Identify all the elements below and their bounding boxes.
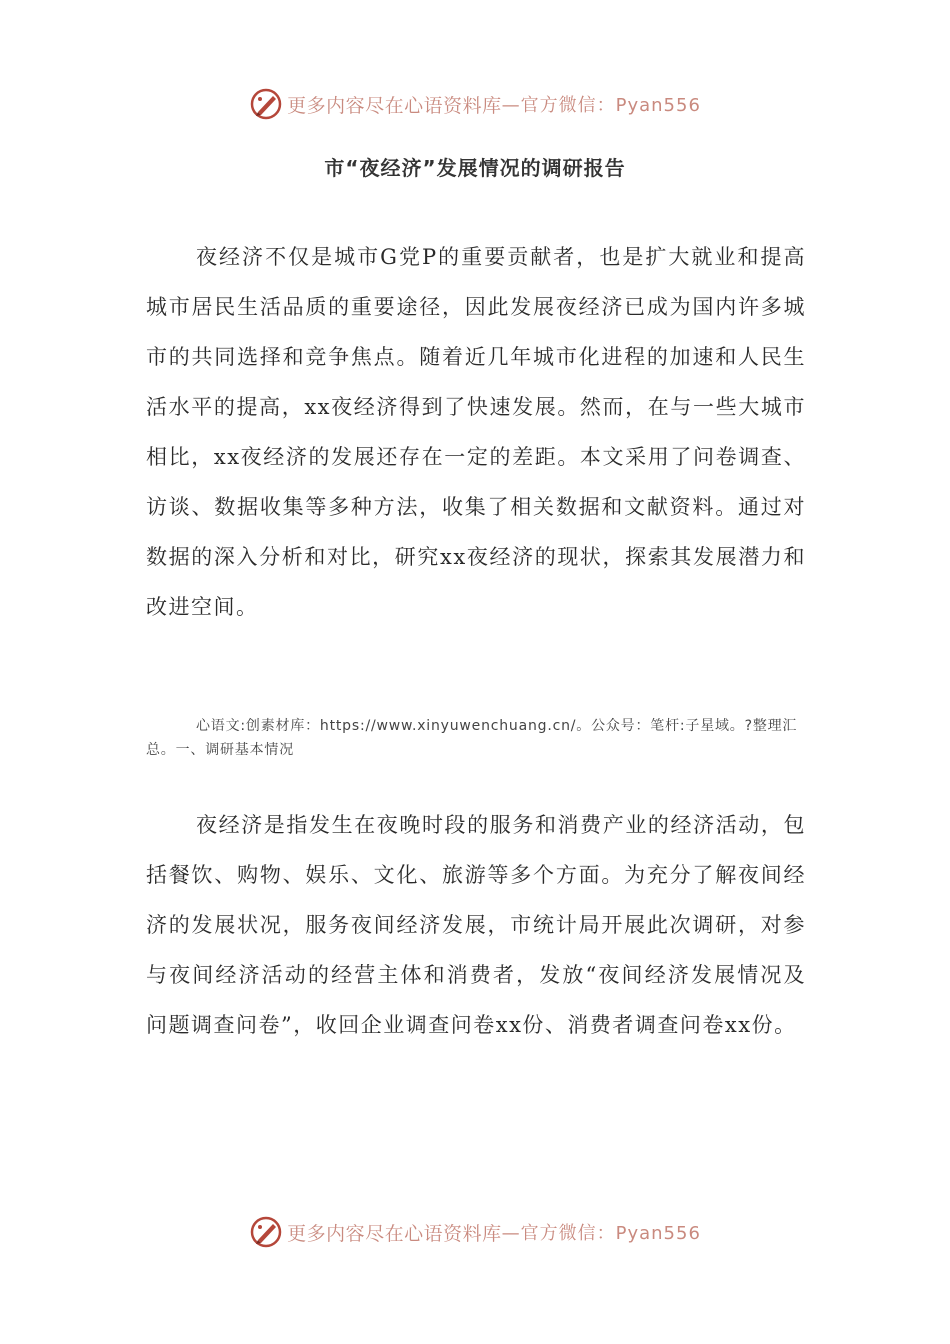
pen-logo-icon — [249, 1215, 283, 1249]
header-banner — [0, 84, 950, 124]
header-brand-text: 更多内容尽在心语资料库 — [287, 94, 502, 117]
document-title: 市“夜经济”发展情况的调研报告 — [324, 156, 626, 180]
footer-brand-text: 更多内容尽在心语资料库 — [287, 1222, 502, 1245]
header-contact-text: —官方微信：Pyan556 — [501, 95, 701, 116]
footer-contact-text: —官方微信：Pyan556 — [501, 1223, 701, 1244]
body-paragraph-2: 夜经济是指发生在夜晚时段的服务和消费产业的经济活动，包括餐饮、购物、娱乐、文化、旅游等多个方面。为充分了解夜间经济的发展状况，服务夜间经济发展，市统计局开展此次调研，对参与夜间经济活动的经营主体和消费者，发放“夜间经济发展情况及问题调查问卷”，收回企业调查问卷xx份、消费者调查问卷xx份。 — [146, 813, 806, 1037]
source-note: 心语文:创素材库：https://www.xinyuwenchuang.cn/。公众号：笔杆:子星域。?整理汇总。一、调研基本情况 — [146, 718, 798, 758]
body-paragraph-1: 夜经济不仅是城市G党P的重要贡献者，也是扩大就业和提高城市居民生活品质的重要途径，因此发展夜经济已成为国内许多城市的共同选择和竞争焦点。随着近几年城市化进程的加速和人民生活水平的提高，xx夜经济得到了快速发展。然而，在与一些大城市相比，xx夜经济的发展还存在一定的差距。本文采用了问卷调查、访谈、数据收集等多种方法，收集了相关数据和文献资料。通过对数据的深入分析和对比，研究xx夜经济的现状，探索其发展潜力和改进空间。 — [146, 245, 806, 619]
pen-logo-icon — [249, 87, 283, 121]
footer-banner — [0, 1212, 950, 1252]
